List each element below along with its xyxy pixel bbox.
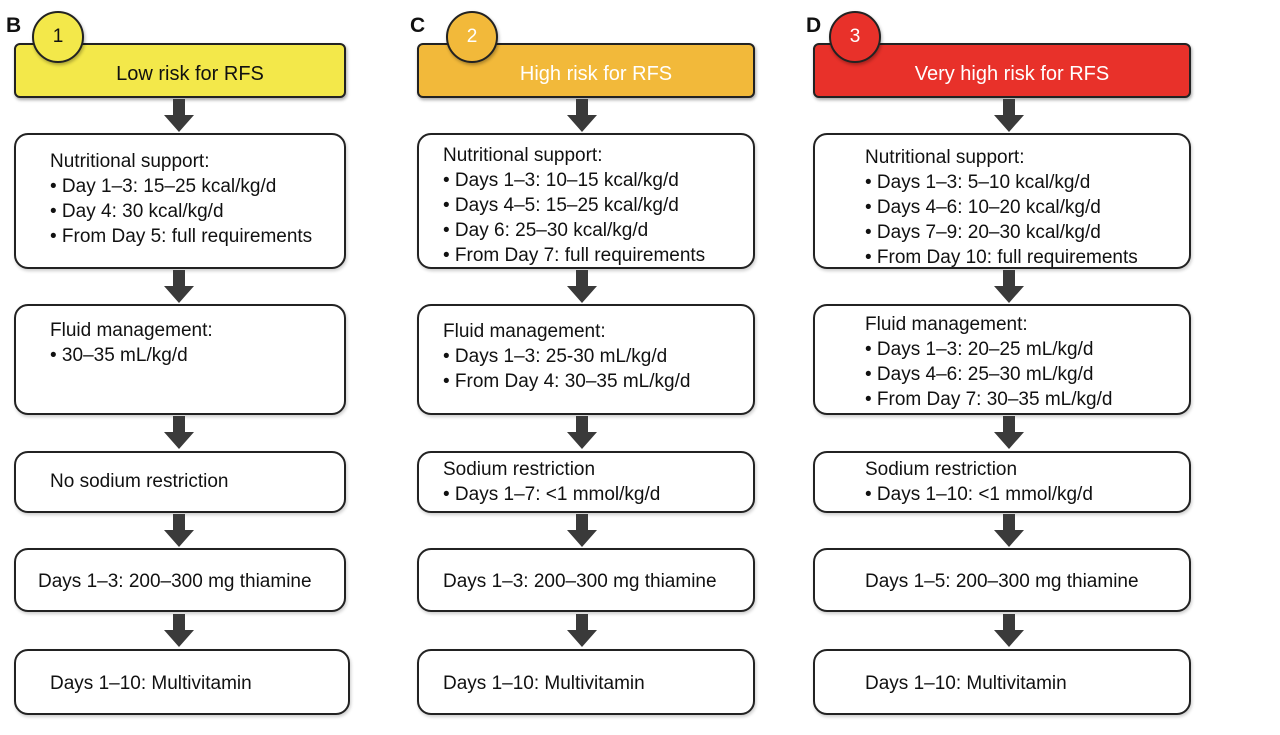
multivitamin-text: Days 1–10: Multivitamin <box>865 673 1067 694</box>
risk-level-badge: 1 <box>32 11 84 63</box>
list-item: • Days 4–5: 15–25 kcal/kg/d <box>443 195 679 216</box>
nutritional-support-box <box>813 133 1191 269</box>
down-arrow-icon <box>565 99 599 133</box>
multivitamin-text: Days 1–10: Multivitamin <box>443 673 645 694</box>
risk-title: Low risk for RFS <box>116 63 264 85</box>
thiamine-box <box>813 548 1191 612</box>
thiamine-box <box>417 548 755 612</box>
fluid-management-box <box>813 304 1191 415</box>
list-item: • Days 4–6: 10–20 kcal/kg/d <box>865 197 1101 218</box>
sodium-box <box>417 451 755 513</box>
list-item: • From Day 5: full requirements <box>50 226 313 247</box>
multivitamin-box <box>417 649 755 715</box>
panel-label: C <box>410 14 426 37</box>
down-arrow-icon <box>992 416 1026 450</box>
down-arrow-icon <box>162 416 196 450</box>
list-item: • From Day 7: 30–35 mL/kg/d <box>865 389 1113 410</box>
list-item: • Day 6: 25–30 kcal/kg/d <box>443 220 649 241</box>
multivitamin-text: Days 1–10: Multivitamin <box>50 673 252 694</box>
panel-label: D <box>806 14 822 37</box>
fluid-management-box <box>14 304 346 415</box>
list-item: • Days 1–3: 25-30 mL/kg/d <box>443 346 668 367</box>
sodium-box <box>14 451 346 513</box>
box-heading: No sodium restriction <box>50 471 229 492</box>
list-item: • From Day 4: 30–35 mL/kg/d <box>443 371 691 392</box>
list-item: • Days 1–10: <1 mmol/kg/d <box>865 484 1093 505</box>
list-item: • Day 1–3: 15–25 kcal/kg/d <box>50 176 277 197</box>
thiamine-text: Days 1–3: 200–300 mg thiamine <box>443 571 717 592</box>
list-item: • 30–35 mL/kg/d <box>50 345 188 366</box>
risk-title: High risk for RFS <box>519 63 673 85</box>
down-arrow-icon <box>162 614 196 648</box>
fluid-management-box <box>417 304 755 415</box>
down-arrow-icon <box>565 416 599 450</box>
box-heading: Sodium restriction <box>443 459 596 480</box>
box-heading: Nutritional support: <box>443 145 603 166</box>
down-arrow-icon <box>992 614 1026 648</box>
box-heading: Fluid management: <box>50 320 213 341</box>
risk-title: Very high risk for RFS <box>914 63 1110 85</box>
box-heading: Nutritional support: <box>50 151 210 172</box>
list-item: • Days 1–7: <1 mmol/kg/d <box>443 484 661 505</box>
list-item: • Days 1–3: 20–25 mL/kg/d <box>865 339 1094 360</box>
box-heading: Nutritional support: <box>865 147 1025 168</box>
down-arrow-icon <box>992 99 1026 133</box>
multivitamin-box <box>813 649 1191 715</box>
thiamine-text: Days 1–3: 200–300 mg thiamine <box>38 571 312 592</box>
down-arrow-icon <box>565 270 599 304</box>
nutritional-support-box <box>14 133 346 269</box>
panel-label: B <box>6 14 22 37</box>
risk-level-badge: 2 <box>446 11 498 63</box>
thiamine-box <box>14 548 346 612</box>
nutritional-support-box <box>417 133 755 269</box>
down-arrow-icon <box>992 270 1026 304</box>
sodium-box <box>813 451 1191 513</box>
box-heading: Sodium restriction <box>865 459 1018 480</box>
list-item: • From Day 10: full requirements <box>865 247 1138 268</box>
list-item: • From Day 7: full requirements <box>443 245 706 266</box>
down-arrow-icon <box>162 270 196 304</box>
down-arrow-icon <box>162 514 196 548</box>
list-item: • Days 7–9: 20–30 kcal/kg/d <box>865 222 1101 243</box>
down-arrow-icon <box>162 99 196 133</box>
box-heading: Fluid management: <box>865 314 1028 335</box>
down-arrow-icon <box>992 514 1026 548</box>
box-heading: Fluid management: <box>443 321 606 342</box>
down-arrow-icon <box>565 514 599 548</box>
list-item: • Days 4–6: 25–30 mL/kg/d <box>865 364 1094 385</box>
multivitamin-box <box>14 649 350 715</box>
thiamine-text: Days 1–5: 200–300 mg thiamine <box>865 571 1139 592</box>
list-item: • Days 1–3: 5–10 kcal/kg/d <box>865 172 1091 193</box>
list-item: • Day 4: 30 kcal/kg/d <box>50 201 224 222</box>
risk-level-badge: 3 <box>829 11 881 63</box>
list-item: • Days 1–3: 10–15 kcal/kg/d <box>443 170 679 191</box>
down-arrow-icon <box>565 614 599 648</box>
